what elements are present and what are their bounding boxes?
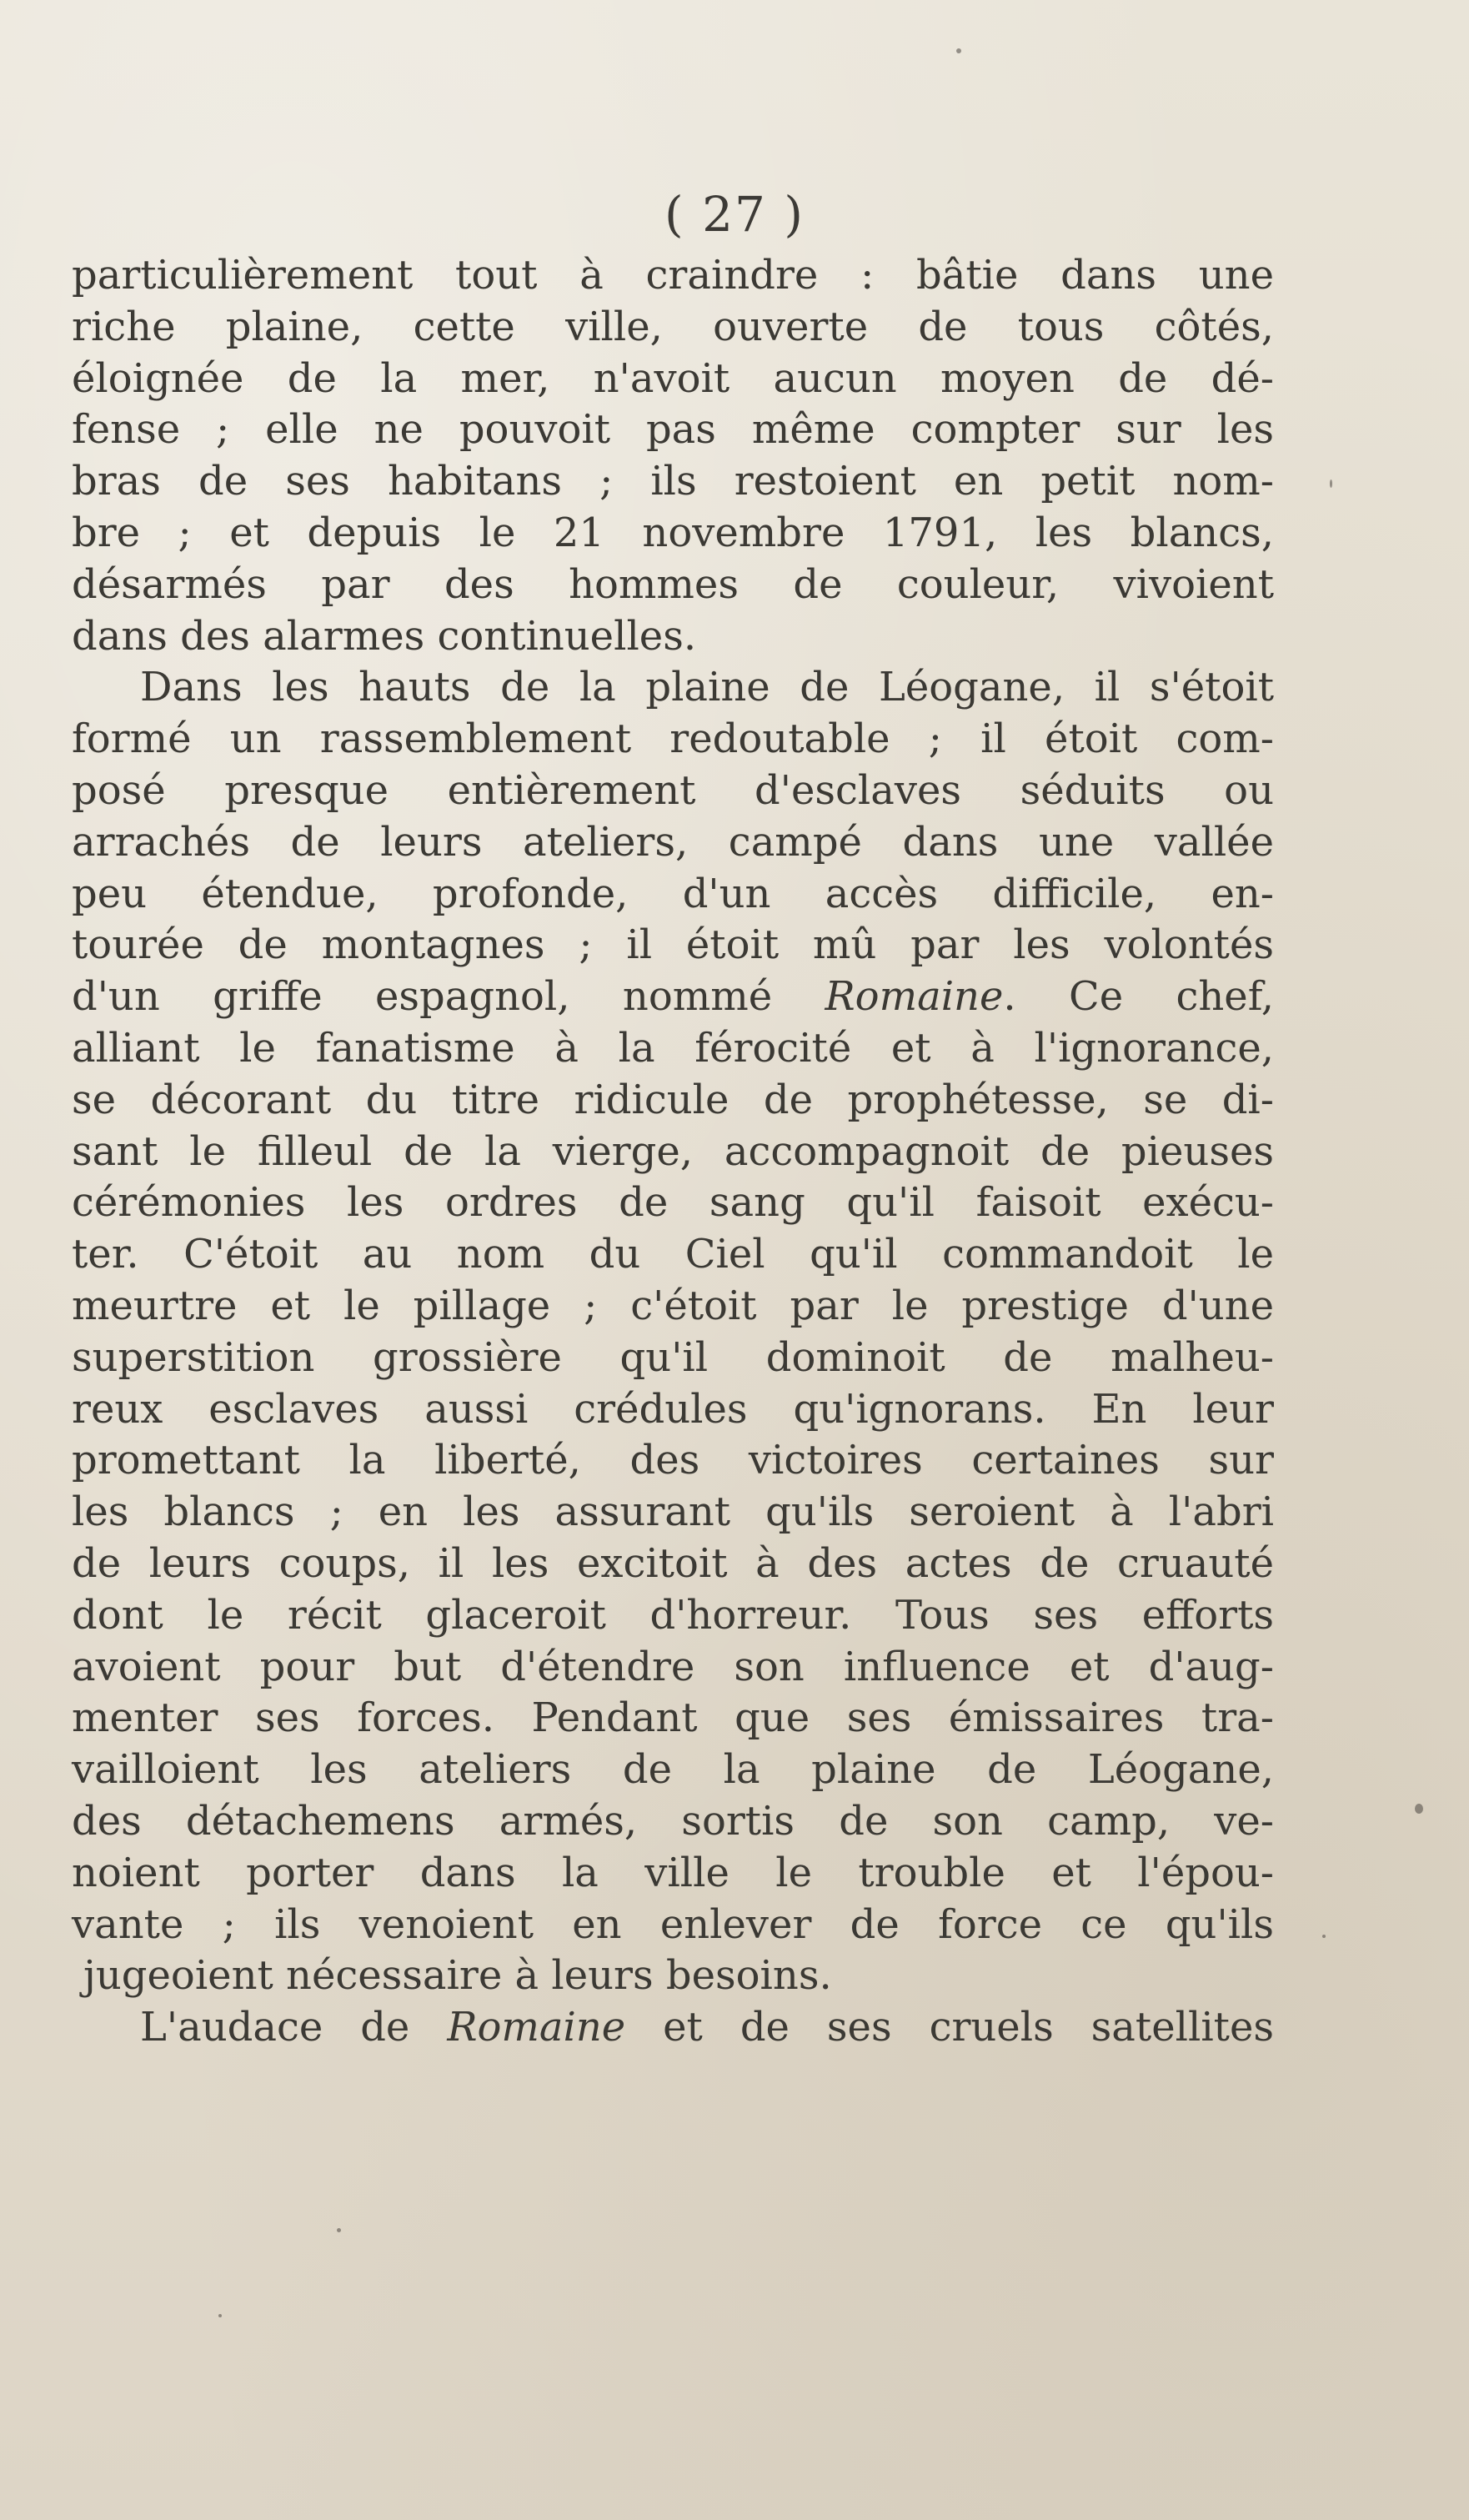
paragraph-last-line: jugeoient nécessaire à leurs besoins. — [83, 1952, 832, 2000]
text-line: superstition grossière qu'il dominoit de malheu- — [72, 1333, 1274, 1381]
text-line: riche plaine, cette ville, ouverte de tous côtés, — [72, 303, 1274, 350]
text-line: de leurs coups, il les excitoit à des actes de cruauté — [72, 1539, 1274, 1587]
paragraph-last-line: dans des alarmes continuelles. — [72, 612, 697, 660]
ink-speck — [1330, 479, 1332, 488]
text-line: fense ; elle ne pouvoit pas même compter sur les — [72, 406, 1274, 454]
text-line: tourée de montagnes ; il étoit mû par les volontés — [72, 921, 1274, 969]
ink-speck — [1415, 1804, 1423, 1814]
text-line: vante ; ils venoient en enlever de force ce qu'ils — [72, 1900, 1274, 1948]
text-line: ter. C'étoit au nom du Ciel qu'il commandoit le — [72, 1231, 1274, 1278]
text-line: noient porter dans la ville le trouble et l'épou- — [72, 1849, 1274, 1896]
ink-speck — [1322, 1935, 1326, 1938]
ink-speck — [956, 48, 961, 53]
text-line: promettant la liberté, des victoires certaines sur — [72, 1437, 1274, 1484]
text-line-with-name — [72, 971, 1274, 1023]
text-line: menter ses forces. Pendant que ses émissaires tra- — [72, 1694, 1274, 1742]
text-line: formé un rassemblement redoutable ; il étoit com- — [72, 715, 1274, 763]
text-line: éloignée de la mer, n'avoit aucun moyen de dé- — [72, 354, 1274, 402]
line-segment: d'un griffe espagnol, nommé — [72, 973, 825, 1021]
text-line: des détachemens armés, sortis de son camp, ve- — [72, 1797, 1274, 1845]
paragraph-first-line: Dans les hauts de la plaine de Léogane, il s'étoit — [140, 664, 1274, 711]
text-line: particulièrement tout à craindre : bâtie dans une — [72, 252, 1274, 299]
text-line: bre ; et depuis le 21 novembre 1791, les blancs, — [72, 509, 1274, 556]
text-line: avoient pour but d'étendre son influence et d'aug- — [72, 1643, 1274, 1690]
ink-speck — [337, 2228, 341, 2232]
text-line: arrachés de leurs ateliers, campé dans une vallée — [72, 818, 1274, 866]
line-segment: . Ce chef, — [1003, 973, 1275, 1021]
line-segment: L'audace de — [140, 2004, 448, 2051]
text-line: vailloient les ateliers de la plaine de Léogane, — [72, 1746, 1274, 1794]
ink-speck — [218, 2314, 222, 2317]
italic-name: Romaine — [825, 973, 1004, 1021]
text-line: meurtre et le pillage ; c'étoit par le prestige d'une — [72, 1282, 1274, 1329]
body-text — [72, 250, 1274, 2054]
text-line: désarmés par des hommes de couleur, vivoient — [72, 560, 1274, 608]
text-line: les blancs ; en les assurant qu'ils seroient à l'abri — [72, 1488, 1274, 1536]
page-number-header: ( 27 ) — [664, 186, 805, 243]
text-line: peu étendue, profonde, d'un accès difficile, en- — [72, 870, 1274, 917]
text-line: bras de ses habitans ; ils restoient en petit nom- — [72, 458, 1274, 505]
text-line: reux esclaves aussi crédules qu'ignorans. En leur — [72, 1385, 1274, 1433]
text-line: alliant le fanatisme à la férocité et à l'ignorance, — [72, 1024, 1274, 1072]
italic-name: Romaine — [447, 2004, 626, 2051]
text-line: posé presque entièrement d'esclaves séduits ou — [72, 766, 1274, 814]
paragraph-first-line-with-name — [72, 2002, 1274, 2054]
line-segment: et de ses cruels satellites — [625, 2004, 1275, 2051]
text-line: cérémonies les ordres de sang qu'il faisoit exécu- — [72, 1179, 1274, 1227]
text-line: sant le filleul de la vierge, accompagnoit de pieuses — [72, 1127, 1274, 1175]
text-line: dont le récit glaceroit d'horreur. Tous ses efforts — [72, 1591, 1274, 1639]
text-line: se décorant du titre ridicule de prophétesse, se di- — [72, 1076, 1274, 1123]
